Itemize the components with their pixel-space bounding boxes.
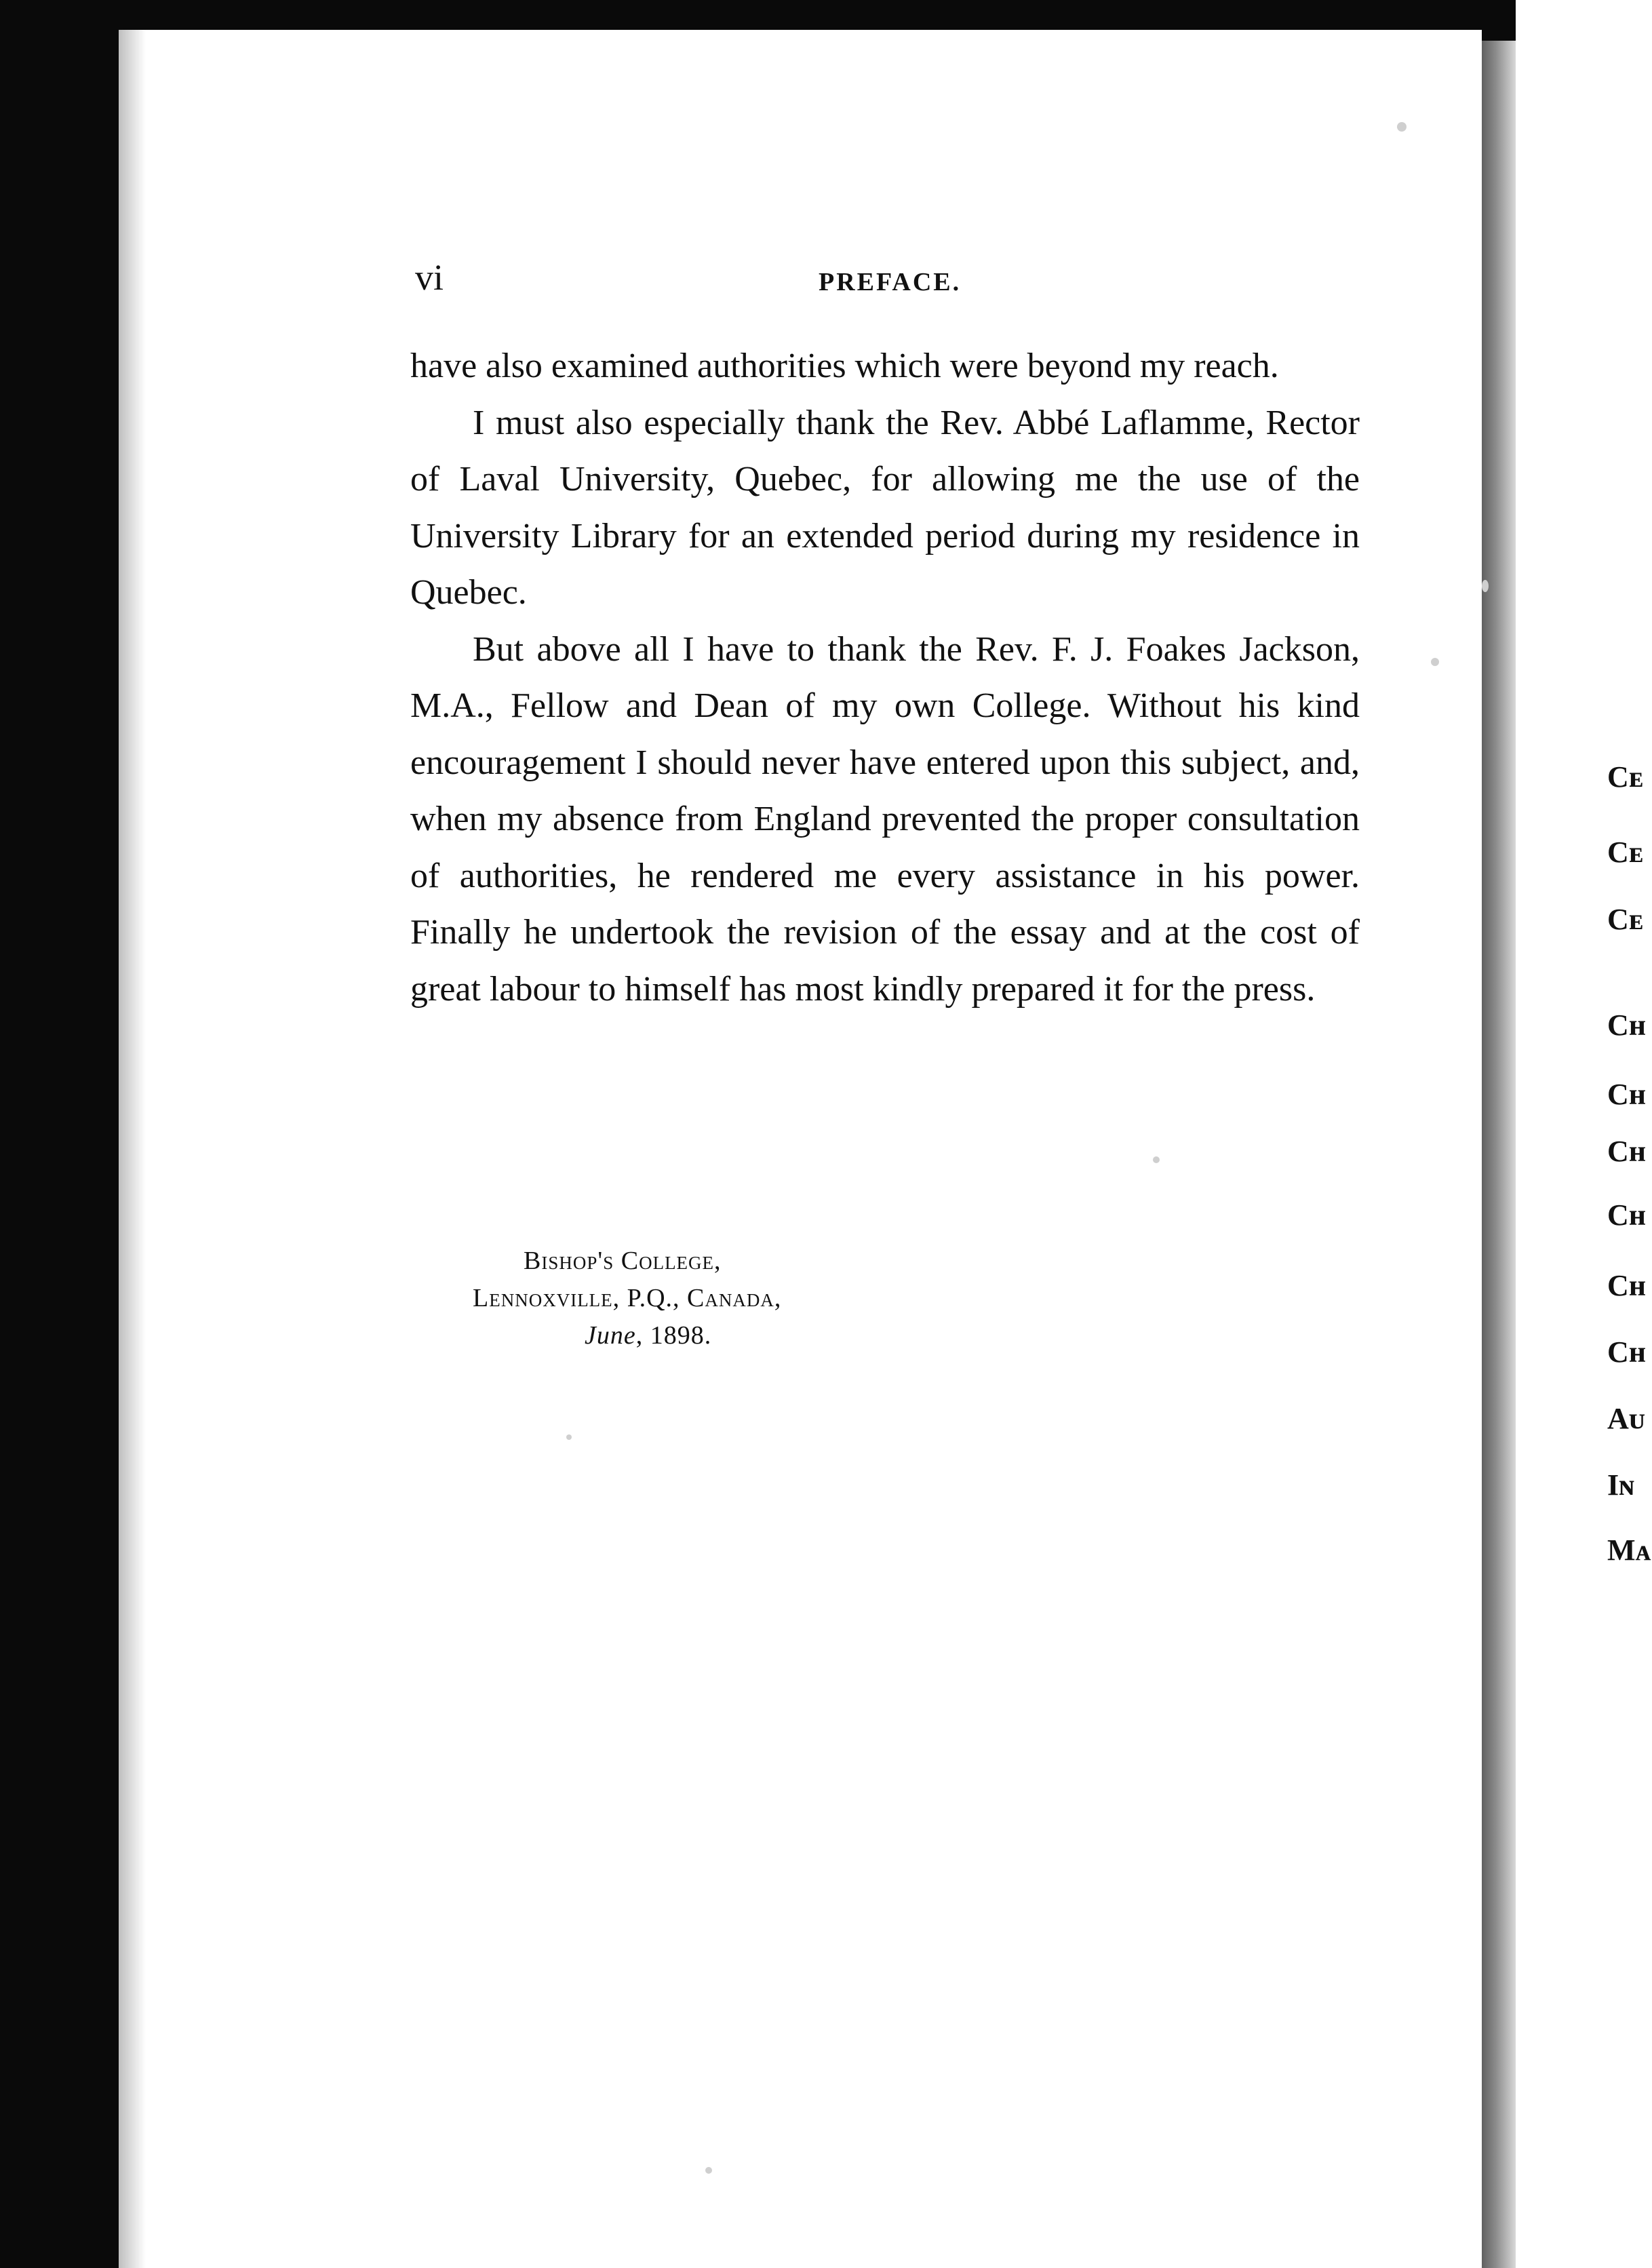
page-number: vi [415,257,444,298]
paragraph-1: have also examined authorities which were beyond my reach. [410,347,1279,385]
page-gutter-shadow [119,30,146,2268]
fragment-line: Cʜ [1607,1198,1647,1232]
fragment-line: Cᴇ [1607,836,1643,869]
fragment-line: Mᴀ [1607,1533,1651,1567]
signature-month: June [585,1321,636,1350]
fragment-line: Iɴ [1607,1468,1635,1502]
signature-location: Lennoxville, P.Q., Canada, [473,1284,782,1312]
fragment-line: Cʜ [1607,1009,1647,1042]
paper-speck [1153,1156,1160,1163]
paper-speck [1431,658,1439,666]
fragment-line: Cʜ [1607,1335,1647,1369]
signature-block [473,1243,947,1354]
paper-speck [566,1434,572,1440]
fragment-line: Cᴇ [1607,903,1643,936]
running-head-title: PREFACE. [819,268,962,296]
fragment-line: Cᴇ [1607,760,1643,794]
paper-speck [1482,580,1489,592]
fragment-line: Cʜ [1607,1135,1647,1168]
fragment-line: Cʜ [1607,1269,1647,1302]
fragment-line: Aᴜ [1607,1402,1645,1435]
paragraph-2: I must also especially thank the Rev. Abbé Laflamme, Rector of Laval University, Quebec, for allowing me the use of the University Library for an extended period during my residence in Quebec. [410,403,1360,612]
signature-institution: Bishop's College, [524,1247,722,1275]
paper-speck [705,2167,712,2174]
page-edge-shadow [1482,41,1516,2268]
preface-body [410,338,1360,1017]
paper-speck [1397,122,1407,132]
fragment-line: Cʜ [1607,1078,1647,1111]
running-head [415,256,1361,311]
signature-year: , 1898. [635,1321,712,1350]
scan-border [0,0,1652,30]
signature-date [473,1317,947,1354]
paragraph-3: But above all I have to thank the Rev. F. J. Foakes Jackson, M.A., Fellow and Dean of my own College. Without his kind encouragement I should never have entered upon this subject, and, when my absence from England prevented the proper consultation of authorities, he rendered me every assistance in his power. Finally he undertook the revision of the essay and at the cost of great labour to himself has most kindly prepared it for the press. [410,629,1360,1009]
